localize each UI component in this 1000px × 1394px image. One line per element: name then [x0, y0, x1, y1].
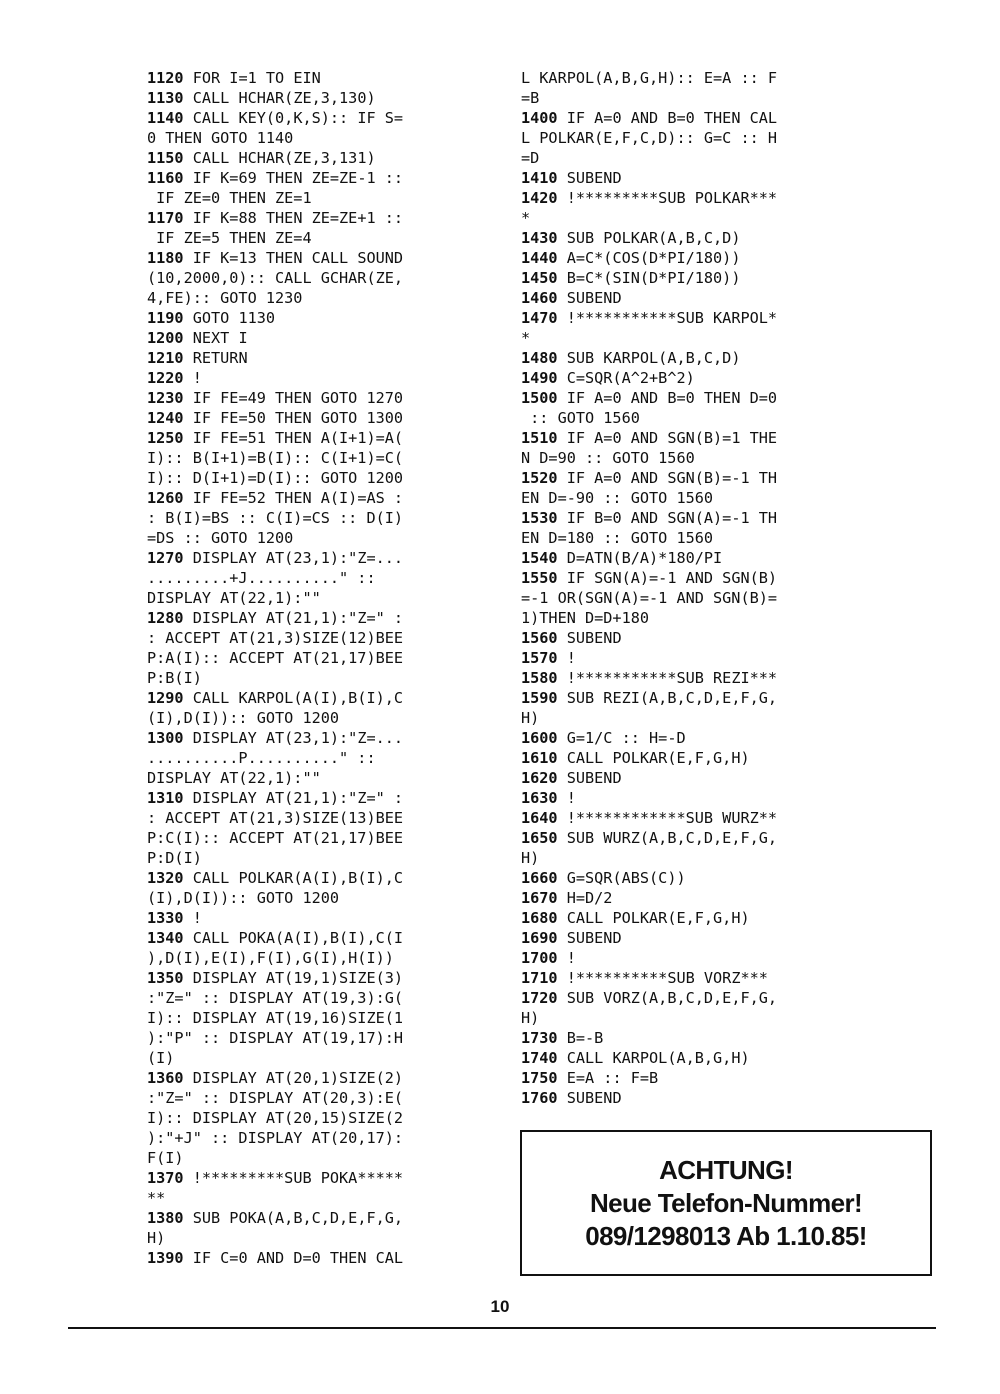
code-text: ! — [566, 949, 576, 967]
code-text: DISPLAY AT(21,1):"Z=" : — [192, 609, 404, 627]
line-number: 1480 — [521, 349, 558, 367]
code-line — [521, 568, 866, 588]
program-listing-left-column — [147, 68, 492, 1268]
notice-line-number: 089/1298013 Ab 1.10.85! — [585, 1221, 867, 1251]
code-text: L POLKAR(E,F,C,D):: G=C :: H — [521, 129, 778, 147]
code-line-continuation — [147, 948, 492, 968]
code-line — [521, 768, 866, 788]
code-line — [147, 1168, 492, 1188]
code-text: DISPLAY AT(19,1)SIZE(3) — [192, 969, 404, 987]
code-line — [521, 668, 866, 688]
line-number: 1650 — [521, 829, 558, 847]
code-text: 0 THEN GOTO 1140 — [147, 129, 294, 147]
code-line-continuation — [521, 208, 866, 228]
line-number: 1180 — [147, 249, 184, 267]
code-text: SUBEND — [566, 1089, 622, 1107]
code-line — [521, 1028, 866, 1048]
code-line-continuation — [147, 448, 492, 468]
code-text: I):: DISPLAY AT(19,16)SIZE(1 — [147, 1009, 404, 1027]
line-number: 1520 — [521, 469, 558, 487]
code-line — [147, 388, 492, 408]
code-text: GOTO 1130 — [192, 309, 276, 327]
code-text: F(I) — [147, 1149, 184, 1167]
code-text: NEXT I — [192, 329, 248, 347]
line-number: 1670 — [521, 889, 558, 907]
code-text: ! — [566, 789, 576, 807]
code-text: EN D=-90 :: GOTO 1560 — [521, 489, 714, 507]
code-text: CALL POKA(A(I),B(I),C(I — [192, 929, 404, 947]
program-listing-right-column — [521, 68, 866, 1108]
code-line — [147, 248, 492, 268]
code-text: B=C*(SIN(D*PI/180)) — [566, 269, 741, 287]
code-text: ),D(I),E(I),F(I),G(I),H(I)) — [147, 949, 394, 967]
code-line — [147, 728, 492, 748]
code-line — [521, 188, 866, 208]
line-number: 1420 — [521, 189, 558, 207]
code-text: IF K=13 THEN CALL SOUND — [192, 249, 404, 267]
code-text: H) — [521, 1009, 540, 1027]
code-line-continuation — [147, 268, 492, 288]
code-line-continuation — [147, 1008, 492, 1028]
code-line-continuation — [521, 328, 866, 348]
code-line — [521, 908, 866, 928]
code-text: (I),D(I)):: GOTO 1200 — [147, 709, 340, 727]
code-text: SUB REZI(A,B,C,D,E,F,G, — [566, 689, 778, 707]
code-text: I):: DISPLAY AT(20,15)SIZE(2 — [147, 1109, 404, 1127]
code-line — [521, 968, 866, 988]
line-number: 1610 — [521, 749, 558, 767]
line-number: 1590 — [521, 689, 558, 707]
line-number: 1150 — [147, 149, 184, 167]
code-text: P:C(I):: ACCEPT AT(21,17)BEE — [147, 829, 404, 847]
code-text: B=-B — [566, 1029, 604, 1047]
code-text: =-1 OR(SGN(A)=-1 AND SGN(B)= — [521, 589, 778, 607]
code-line — [147, 1208, 492, 1228]
line-number: 1700 — [521, 949, 558, 967]
code-line-continuation — [147, 808, 492, 828]
line-number: 1640 — [521, 809, 558, 827]
code-line-continuation — [147, 288, 492, 308]
code-line-continuation — [147, 768, 492, 788]
line-number: 1340 — [147, 929, 184, 947]
code-text: (10,2000,0):: CALL GCHAR(ZE, — [147, 269, 404, 287]
line-number: 1260 — [147, 489, 184, 507]
line-number: 1490 — [521, 369, 558, 387]
bottom-rule — [68, 1327, 936, 1329]
code-text: SUB WURZ(A,B,C,D,E,F,G, — [566, 829, 778, 847]
code-line — [521, 828, 866, 848]
notice-heading: ACHTUNG! — [659, 1155, 793, 1185]
code-line-continuation — [147, 648, 492, 668]
line-number: 1660 — [521, 869, 558, 887]
code-text: =DS :: GOTO 1200 — [147, 529, 294, 547]
code-line-continuation — [521, 848, 866, 868]
code-text: IF A=0 AND B=0 THEN D=0 — [566, 389, 778, 407]
code-text: I):: B(I+1)=B(I):: C(I+1)=C( — [147, 449, 404, 467]
code-line-continuation — [147, 468, 492, 488]
line-number: 1740 — [521, 1049, 558, 1067]
line-number: 1530 — [521, 509, 558, 527]
code-line — [147, 1248, 492, 1268]
code-text: :"Z=" :: DISPLAY AT(20,3):E( — [147, 1089, 404, 1107]
code-text: ** — [147, 1189, 166, 1207]
line-number: 1350 — [147, 969, 184, 987]
code-text: H) — [521, 709, 540, 727]
code-line — [521, 268, 866, 288]
code-text: EN D=180 :: GOTO 1560 — [521, 529, 714, 547]
code-text: P:B(I) — [147, 669, 202, 687]
notice-box — [520, 1130, 932, 1276]
code-text: !***********SUB KARPOL* — [566, 309, 778, 327]
code-text: ):"+J" :: DISPLAY AT(20,17): — [147, 1129, 404, 1147]
code-text: CALL HCHAR(ZE,3,130) — [192, 89, 376, 107]
line-number: 1550 — [521, 569, 558, 587]
code-line — [521, 688, 866, 708]
code-line — [521, 888, 866, 908]
code-text: : B(I)=BS :: C(I)=CS :: D(I) — [147, 509, 404, 527]
code-line-continuation — [147, 1148, 492, 1168]
code-line — [147, 328, 492, 348]
line-number: 1190 — [147, 309, 184, 327]
code-line — [521, 108, 866, 128]
code-text: P:A(I):: ACCEPT AT(21,17)BEE — [147, 649, 404, 667]
code-line — [521, 728, 866, 748]
code-text: : ACCEPT AT(21,3)SIZE(12)BEE — [147, 629, 404, 647]
line-number: 1220 — [147, 369, 184, 387]
code-text: IF ZE=0 THEN ZE=1 — [147, 189, 312, 207]
code-text: L KARPOL(A,B,G,H):: E=A :: F — [521, 69, 778, 87]
code-line — [521, 988, 866, 1008]
line-number: 1160 — [147, 169, 184, 187]
code-text: DISPLAY AT(22,1):"" — [147, 589, 321, 607]
code-text: SUB VORZ(A,B,C,D,E,F,G, — [566, 989, 778, 1007]
code-line-continuation — [147, 828, 492, 848]
code-line-continuation — [147, 228, 492, 248]
code-line-continuation — [147, 708, 492, 728]
line-number: 1580 — [521, 669, 558, 687]
code-line-continuation — [521, 588, 866, 608]
code-line — [147, 308, 492, 328]
line-number: 1270 — [147, 549, 184, 567]
line-number: 1310 — [147, 789, 184, 807]
line-number: 1430 — [521, 229, 558, 247]
code-text: IF FE=49 THEN GOTO 1270 — [192, 389, 404, 407]
line-number: 1230 — [147, 389, 184, 407]
code-text: IF A=0 AND B=0 THEN CAL — [566, 109, 778, 127]
line-number: 1140 — [147, 109, 184, 127]
code-line — [147, 968, 492, 988]
line-number: 1540 — [521, 549, 558, 567]
code-line-continuation — [147, 628, 492, 648]
code-text: !**********SUB VORZ*** — [566, 969, 768, 987]
code-text: SUBEND — [566, 769, 622, 787]
code-line — [147, 1068, 492, 1088]
code-text: CALL POLKAR(E,F,G,H) — [566, 749, 750, 767]
code-line-continuation — [147, 1028, 492, 1048]
code-line — [521, 808, 866, 828]
code-text: IF FE=52 THEN A(I)=AS : — [192, 489, 404, 507]
code-line — [147, 348, 492, 368]
code-line-continuation — [147, 668, 492, 688]
code-line-continuation — [147, 528, 492, 548]
code-line — [147, 168, 492, 188]
code-line-continuation — [147, 188, 492, 208]
code-text: FOR I=1 TO EIN — [192, 69, 321, 87]
code-line — [521, 1068, 866, 1088]
code-line-continuation — [521, 68, 866, 88]
code-text: ! — [192, 369, 202, 387]
line-number: 1360 — [147, 1069, 184, 1087]
code-text: G=SQR(ABS(C)) — [566, 869, 686, 887]
code-text: IF FE=51 THEN A(I+1)=A( — [192, 429, 404, 447]
code-line — [521, 228, 866, 248]
code-line — [521, 1088, 866, 1108]
code-text: 4,FE):: GOTO 1230 — [147, 289, 303, 307]
page-number: 10 — [490, 1297, 510, 1316]
code-line-continuation — [147, 748, 492, 768]
line-number: 1200 — [147, 329, 184, 347]
code-line-continuation — [147, 1128, 492, 1148]
code-text: ! — [566, 649, 576, 667]
code-line — [521, 628, 866, 648]
line-number: 1440 — [521, 249, 558, 267]
code-line-continuation — [521, 408, 866, 428]
line-number: 1210 — [147, 349, 184, 367]
code-text: IF K=88 THEN ZE=ZE+1 :: — [192, 209, 404, 227]
code-line-continuation — [521, 128, 866, 148]
code-line — [147, 908, 492, 928]
code-text: IF K=69 THEN ZE=ZE-1 :: — [192, 169, 404, 187]
code-text: P:D(I) — [147, 849, 202, 867]
code-text: * — [521, 329, 531, 347]
code-line — [147, 88, 492, 108]
code-line — [147, 688, 492, 708]
code-text: CALL KEY(0,K,S):: IF S= — [192, 109, 404, 127]
line-number: 1470 — [521, 309, 558, 327]
line-number: 1380 — [147, 1209, 184, 1227]
code-line — [521, 868, 866, 888]
code-text: E=A :: F=B — [566, 1069, 659, 1087]
code-line — [521, 648, 866, 668]
code-line-continuation — [521, 708, 866, 728]
code-line — [147, 428, 492, 448]
code-text: CALL HCHAR(ZE,3,131) — [192, 149, 376, 167]
code-text: N D=90 :: GOTO 1560 — [521, 449, 695, 467]
code-line-continuation — [521, 528, 866, 548]
code-line-continuation — [147, 1188, 492, 1208]
line-number: 1130 — [147, 89, 184, 107]
code-text: SUB KARPOL(A,B,C,D) — [566, 349, 741, 367]
line-number: 1600 — [521, 729, 558, 747]
code-text: * — [521, 209, 531, 227]
code-line — [521, 248, 866, 268]
code-text: : ACCEPT AT(21,3)SIZE(13)BEE — [147, 809, 404, 827]
line-number: 1400 — [521, 109, 558, 127]
code-text: SUB POLKAR(A,B,C,D) — [566, 229, 741, 247]
line-number: 1720 — [521, 989, 558, 1007]
line-number: 1170 — [147, 209, 184, 227]
code-line — [147, 608, 492, 628]
code-text: !************SUB WURZ** — [566, 809, 778, 827]
code-line — [147, 68, 492, 88]
code-text: !*********SUB POKA***** — [192, 1169, 404, 1187]
code-text: :"Z=" :: DISPLAY AT(19,3):G( — [147, 989, 404, 1007]
code-text: ! — [192, 909, 202, 927]
code-text: RETURN — [192, 349, 248, 367]
line-number: 1460 — [521, 289, 558, 307]
code-text: CALL KARPOL(A,B,G,H) — [566, 1049, 750, 1067]
code-line-continuation — [521, 148, 866, 168]
code-line — [521, 468, 866, 488]
line-number: 1330 — [147, 909, 184, 927]
code-line — [521, 748, 866, 768]
code-line — [147, 108, 492, 128]
code-line — [147, 868, 492, 888]
code-line — [147, 408, 492, 428]
line-number: 1710 — [521, 969, 558, 987]
code-line-continuation — [147, 128, 492, 148]
code-text: G=1/C :: H=-D — [566, 729, 686, 747]
code-text: !*********SUB POLKAR*** — [566, 189, 778, 207]
code-text: DISPLAY AT(23,1):"Z=... — [192, 729, 404, 747]
code-line — [147, 148, 492, 168]
code-text: IF A=0 AND SGN(B)=-1 TH — [566, 469, 778, 487]
code-text: =B — [521, 89, 540, 107]
code-text: CALL KARPOL(A(I),B(I),C — [192, 689, 404, 707]
code-text: DISPLAY AT(23,1):"Z=... — [192, 549, 404, 567]
code-text: SUB POKA(A,B,C,D,E,F,G, — [192, 1209, 404, 1227]
code-text: =D — [521, 149, 540, 167]
code-text: IF A=0 AND SGN(B)=1 THE — [566, 429, 778, 447]
line-number: 1760 — [521, 1089, 558, 1107]
code-text: DISPLAY AT(21,1):"Z=" : — [192, 789, 404, 807]
code-text: H=D/2 — [566, 889, 613, 907]
line-number: 1290 — [147, 689, 184, 707]
code-line — [521, 1048, 866, 1068]
code-line — [521, 508, 866, 528]
code-text: 1)THEN D=D+180 — [521, 609, 650, 627]
code-text: CALL POLKAR(E,F,G,H) — [566, 909, 750, 927]
code-line — [521, 548, 866, 568]
code-text: H) — [147, 1229, 166, 1247]
code-line — [521, 308, 866, 328]
code-line — [521, 368, 866, 388]
code-line-continuation — [521, 488, 866, 508]
line-number: 1120 — [147, 69, 184, 87]
code-text: .........+J.........." :: — [147, 569, 376, 587]
code-text: I):: D(I+1)=D(I):: GOTO 1200 — [147, 469, 404, 487]
line-number: 1560 — [521, 629, 558, 647]
code-text: A=C*(COS(D*PI/180)) — [566, 249, 741, 267]
line-number: 1300 — [147, 729, 184, 747]
code-line — [521, 428, 866, 448]
code-text: !***********SUB REZI*** — [566, 669, 778, 687]
code-line — [521, 388, 866, 408]
code-text: H) — [521, 849, 540, 867]
code-line — [521, 288, 866, 308]
line-number: 1730 — [521, 1029, 558, 1047]
code-text: IF FE=50 THEN GOTO 1300 — [192, 409, 404, 427]
code-line — [147, 928, 492, 948]
code-text: CALL POLKAR(A(I),B(I),C — [192, 869, 404, 887]
code-line — [521, 168, 866, 188]
code-line — [147, 208, 492, 228]
code-line — [521, 788, 866, 808]
code-text: DISPLAY AT(22,1):"" — [147, 769, 321, 787]
line-number: 1750 — [521, 1069, 558, 1087]
code-text: ):"P" :: DISPLAY AT(19,17):H — [147, 1029, 404, 1047]
code-text: (I) — [147, 1049, 175, 1067]
line-number: 1250 — [147, 429, 184, 447]
code-line-continuation — [147, 1228, 492, 1248]
code-line-continuation — [521, 608, 866, 628]
code-text: C=SQR(A^2+B^2) — [566, 369, 695, 387]
code-text: (I),D(I)):: GOTO 1200 — [147, 889, 340, 907]
code-line-continuation — [147, 888, 492, 908]
code-line — [521, 348, 866, 368]
code-line-continuation — [147, 848, 492, 868]
code-text: IF SGN(A)=-1 AND SGN(B) — [566, 569, 778, 587]
code-text: IF ZE=5 THEN ZE=4 — [147, 229, 312, 247]
code-line-continuation — [147, 1088, 492, 1108]
code-line-continuation — [147, 988, 492, 1008]
code-text: :: GOTO 1560 — [521, 409, 640, 427]
code-line-continuation — [147, 508, 492, 528]
code-text: DISPLAY AT(20,1)SIZE(2) — [192, 1069, 404, 1087]
line-number: 1410 — [521, 169, 558, 187]
line-number: 1280 — [147, 609, 184, 627]
code-line — [521, 948, 866, 968]
code-line — [521, 928, 866, 948]
code-line — [147, 788, 492, 808]
code-line-continuation — [521, 1008, 866, 1028]
code-text: SUBEND — [566, 289, 622, 307]
code-line — [147, 368, 492, 388]
line-number: 1510 — [521, 429, 558, 447]
line-number: 1680 — [521, 909, 558, 927]
code-text: IF C=0 AND D=0 THEN CAL — [192, 1249, 404, 1267]
code-line-continuation — [147, 1108, 492, 1128]
line-number: 1320 — [147, 869, 184, 887]
code-text: IF B=0 AND SGN(A)=-1 TH — [566, 509, 778, 527]
notice-line-phone: Neue Telefon-Nummer! — [589, 1188, 863, 1218]
line-number: 1630 — [521, 789, 558, 807]
code-text: SUBEND — [566, 169, 622, 187]
code-text: SUBEND — [566, 629, 622, 647]
code-line-continuation — [147, 568, 492, 588]
code-line-continuation — [521, 448, 866, 468]
line-number: 1570 — [521, 649, 558, 667]
line-number: 1690 — [521, 929, 558, 947]
code-line-continuation — [521, 88, 866, 108]
code-line — [147, 488, 492, 508]
line-number: 1240 — [147, 409, 184, 427]
code-line-continuation — [147, 588, 492, 608]
line-number: 1500 — [521, 389, 558, 407]
code-text: D=ATN(B/A)*180/PI — [566, 549, 723, 567]
code-text: ..........P.........." :: — [147, 749, 376, 767]
code-line — [147, 548, 492, 568]
code-text: SUBEND — [566, 929, 622, 947]
line-number: 1450 — [521, 269, 558, 287]
line-number: 1620 — [521, 769, 558, 787]
line-number: 1390 — [147, 1249, 184, 1267]
code-line-continuation — [147, 1048, 492, 1068]
line-number: 1370 — [147, 1169, 184, 1187]
